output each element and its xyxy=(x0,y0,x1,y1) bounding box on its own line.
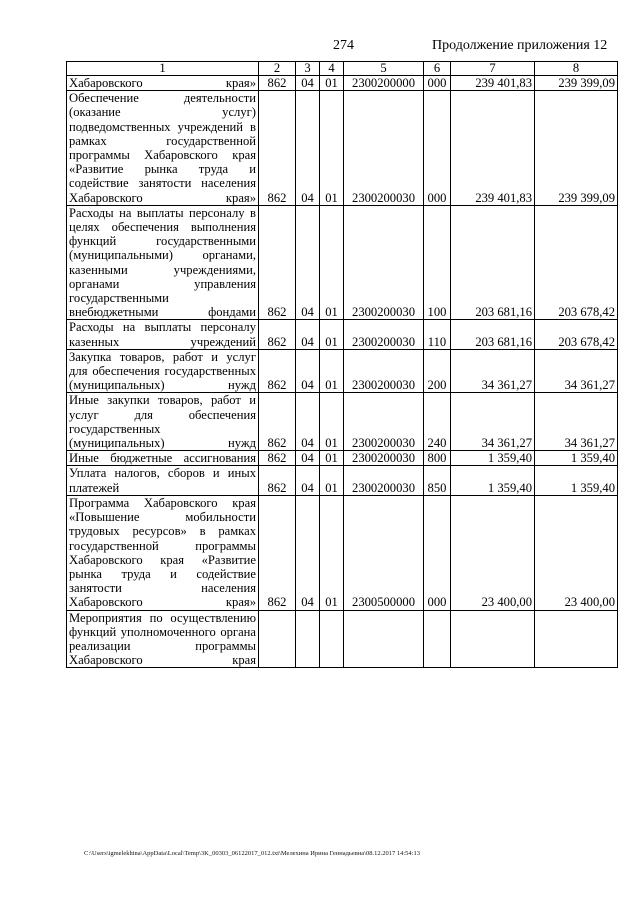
amount-executed: 1 359,40 xyxy=(535,466,618,495)
expense-type-code: 000 xyxy=(424,91,451,206)
target-article-code: 2300200030 xyxy=(344,393,424,451)
column-number: 3 xyxy=(296,62,320,76)
amount-planned: 34 361,27 xyxy=(451,393,535,451)
department-code: 862 xyxy=(259,320,296,349)
department-code: 862 xyxy=(259,76,296,91)
expense-name: Обеспечение деятельности (оказание услуг) подведомственных учреждений в рамках государственной программы Хабаровского края «Развитие рынка труда и содействие занятости населения Хабаровского края» xyxy=(67,91,259,206)
amount-executed: 23 400,00 xyxy=(535,495,618,610)
department-code: 862 xyxy=(259,393,296,451)
subsection-code: 01 xyxy=(320,466,344,495)
department-code: 862 xyxy=(259,349,296,393)
expense-type-code: 000 xyxy=(424,76,451,91)
column-number: 4 xyxy=(320,62,344,76)
amount-executed: 239 399,09 xyxy=(535,91,618,206)
subsection-code: 01 xyxy=(320,451,344,466)
target-article-code: 2300200030 xyxy=(344,320,424,349)
target-article-code: 2300200030 xyxy=(344,466,424,495)
target-article-code: 2300200030 xyxy=(344,205,424,320)
expense-name: Мероприятия по осуществлению функций уполномоченного органа реализации программы Хабаровского края xyxy=(67,610,259,668)
section-code xyxy=(296,610,320,668)
section-code: 04 xyxy=(296,320,320,349)
expense-type-code: 240 xyxy=(424,393,451,451)
target-article-code: 2300200000 xyxy=(344,76,424,91)
department-code: 862 xyxy=(259,495,296,610)
column-number: 1 xyxy=(67,62,259,76)
table-row xyxy=(67,610,618,668)
column-number: 2 xyxy=(259,62,296,76)
amount-executed: 239 399,09 xyxy=(535,76,618,91)
table-row xyxy=(67,393,618,451)
section-code: 04 xyxy=(296,76,320,91)
expense-name: Расходы на выплаты персоналу казенных учреждений xyxy=(67,320,259,349)
expense-name: Программа Хабаровского края «Повышение мобильности трудовых ресурсов» в рамках государственной программы Хабаровского края «Развитие рынка труда и содействие занятости населения Хабаровского края» xyxy=(67,495,259,610)
expense-name: Расходы на выплаты персоналу в целях обеспечения выполнения функций государственными (муниципальными) органами, казенными учреждениями, органами управления государственными внебюджетными фондами xyxy=(67,205,259,320)
table-row xyxy=(67,466,618,495)
section-code: 04 xyxy=(296,205,320,320)
amount-planned: 34 361,27 xyxy=(451,349,535,393)
amount-executed: 203 678,42 xyxy=(535,320,618,349)
table-row xyxy=(67,205,618,320)
subsection-code: 01 xyxy=(320,393,344,451)
section-code: 04 xyxy=(296,349,320,393)
table-row xyxy=(67,451,618,466)
table-row xyxy=(67,349,618,393)
section-code: 04 xyxy=(296,91,320,206)
target-article-code: 2300200030 xyxy=(344,91,424,206)
section-code: 04 xyxy=(296,466,320,495)
expense-name: Иные закупки товаров, работ и услуг для обеспечения государственных (муниципальных) нужд xyxy=(67,393,259,451)
table-row xyxy=(67,91,618,206)
expense-type-code: 110 xyxy=(424,320,451,349)
amount-planned: 203 681,16 xyxy=(451,205,535,320)
subsection-code: 01 xyxy=(320,76,344,91)
target-article-code: 2300200030 xyxy=(344,451,424,466)
page-number: 274 xyxy=(333,38,354,53)
expense-name: Хабаровского края» xyxy=(67,76,259,91)
expense-type-code: 200 xyxy=(424,349,451,393)
target-article-code: 2300200030 xyxy=(344,349,424,393)
target-article-code xyxy=(344,610,424,668)
department-code xyxy=(259,610,296,668)
column-number-row xyxy=(67,62,618,76)
department-code: 862 xyxy=(259,91,296,206)
section-code: 04 xyxy=(296,495,320,610)
subsection-code: 01 xyxy=(320,320,344,349)
expense-name: Закупка товаров, работ и услуг для обеспечения государственных (муниципальных) нужд xyxy=(67,349,259,393)
column-number: 5 xyxy=(344,62,424,76)
column-number: 6 xyxy=(424,62,451,76)
expense-name: Иные бюджетные ассигнования xyxy=(67,451,259,466)
continuation-label: Продолжение приложения 12 xyxy=(432,38,608,53)
budget-table xyxy=(66,61,618,668)
expense-type-code: 800 xyxy=(424,451,451,466)
expense-type-code: 850 xyxy=(424,466,451,495)
target-article-code: 2300500000 xyxy=(344,495,424,610)
amount-executed: 1 359,40 xyxy=(535,451,618,466)
amount-planned: 1 359,40 xyxy=(451,466,535,495)
amount-planned: 239 401,83 xyxy=(451,76,535,91)
subsection-code: 01 xyxy=(320,205,344,320)
expense-type-code xyxy=(424,610,451,668)
table-row xyxy=(67,76,618,91)
department-code: 862 xyxy=(259,205,296,320)
column-number: 8 xyxy=(535,62,618,76)
subsection-code: 01 xyxy=(320,91,344,206)
expense-type-code: 000 xyxy=(424,495,451,610)
amount-planned xyxy=(451,610,535,668)
amount-executed: 34 361,27 xyxy=(535,393,618,451)
section-code: 04 xyxy=(296,393,320,451)
section-code: 04 xyxy=(296,451,320,466)
amount-planned: 203 681,16 xyxy=(451,320,535,349)
department-code: 862 xyxy=(259,451,296,466)
table-row xyxy=(67,495,618,610)
amount-planned: 239 401,83 xyxy=(451,91,535,206)
amount-executed: 203 678,42 xyxy=(535,205,618,320)
expense-type-code: 100 xyxy=(424,205,451,320)
amount-executed: 34 361,27 xyxy=(535,349,618,393)
department-code: 862 xyxy=(259,466,296,495)
subsection-code: 01 xyxy=(320,495,344,610)
subsection-code xyxy=(320,610,344,668)
amount-planned: 1 359,40 xyxy=(451,451,535,466)
amount-executed xyxy=(535,610,618,668)
column-number: 7 xyxy=(451,62,535,76)
subsection-code: 01 xyxy=(320,349,344,393)
amount-planned: 23 400,00 xyxy=(451,495,535,610)
expense-name: Уплата налогов, сборов и иных платежей xyxy=(67,466,259,495)
table-row xyxy=(67,320,618,349)
file-path-footer: C:\Users\igmelekhina\AppData\Local\Temp\3K_00303_06122017_012.txt\Мелехина Ирина Геннадьевна\08.12.2017 14:54:13 xyxy=(84,850,420,857)
